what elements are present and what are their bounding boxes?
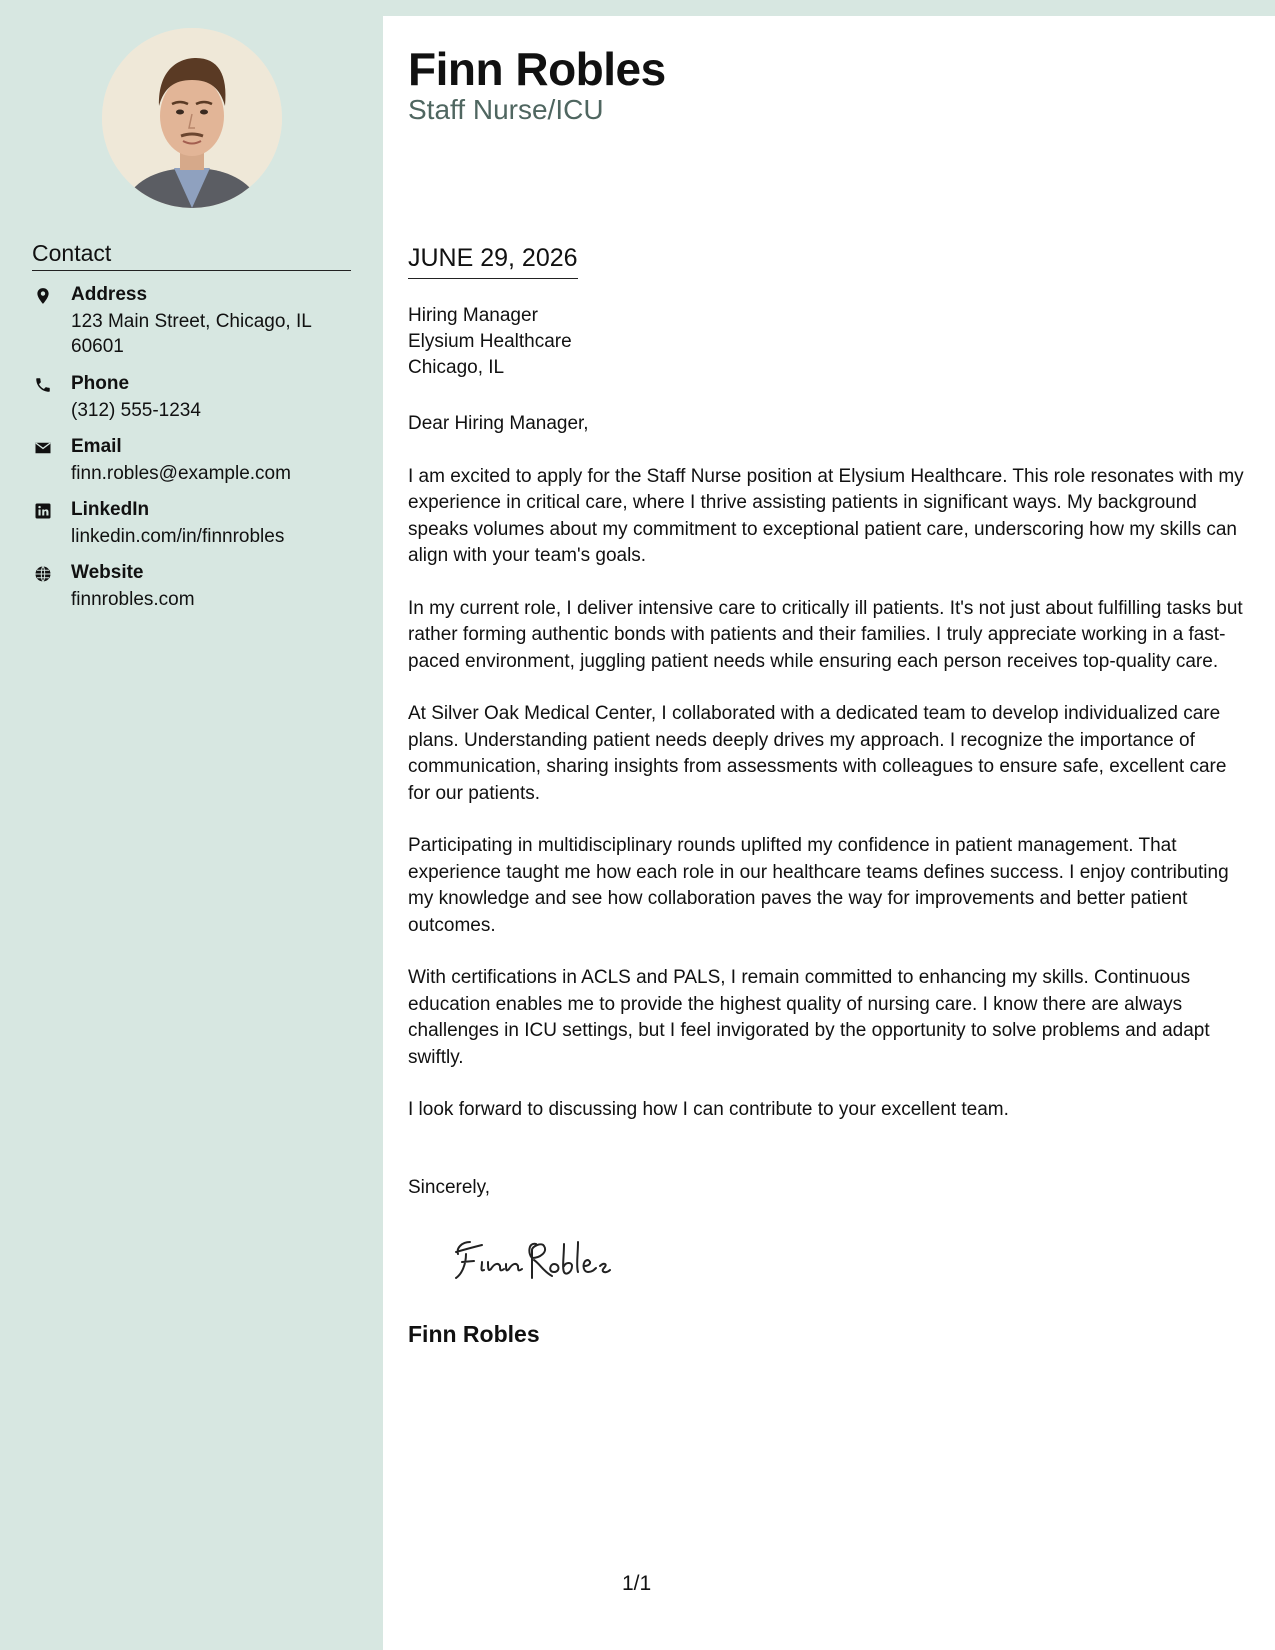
contact-value[interactable]: (312) 555-1234 bbox=[71, 400, 201, 421]
letter-paragraph: I look forward to discussing how I can contribute to your excellent team. bbox=[408, 1099, 1009, 1120]
recipient-line: Hiring Manager bbox=[408, 305, 538, 326]
letter-paragraph: With certifications in ACLS and PALS, I remain committed to enhancing my skills. Continuous education enables me to provide the highest quality of nursing care. I know there are always challenges in ICU settings, but I feel invigorated by the opportunity to solve problems and adapt swiftly. bbox=[408, 967, 1210, 1068]
contact-value[interactable]: finnrobles.com bbox=[71, 589, 195, 610]
contact-heading: Contact bbox=[32, 240, 351, 271]
contact-value[interactable]: finn.robles@example.com bbox=[71, 463, 291, 484]
letter-paragraph: In my current role, I deliver intensive care to critically ill patients. It's not just about fulfilling tasks but rather forming authentic bonds with patients and their families. I truly appreciate working in a fast-paced environment, juggling patient needs while ensuring each person receives top-quality care. bbox=[408, 597, 1243, 672]
closing: Sincerely, bbox=[408, 1177, 491, 1198]
job-title: Staff Nurse/ICU bbox=[408, 94, 604, 125]
contact-value[interactable]: linkedin.com/in/finnrobles bbox=[71, 526, 285, 547]
linkedin-icon bbox=[34, 502, 52, 520]
recipient-line: Elysium Healthcare bbox=[408, 331, 572, 352]
contact-value: 123 Main Street, Chicago, IL 60601 bbox=[71, 311, 312, 357]
letter-date: JUNE 29, 2026 bbox=[408, 244, 578, 279]
avatar bbox=[102, 28, 282, 208]
letter-paragraph: Participating in multidisciplinary rounds uplifted my confidence in patient management. That experience taught me how each role in our healthcare teams defines success. I enjoy contributing my knowledge and see how collaboration paves the way for improvements and better patient outcomes. bbox=[408, 835, 1229, 936]
recipient-block bbox=[408, 303, 572, 381]
page-number: 1/1 bbox=[622, 1572, 652, 1595]
contact-label: LinkedIn bbox=[71, 499, 150, 520]
globe-icon bbox=[34, 565, 52, 583]
recipient-line: Chicago, IL bbox=[408, 357, 505, 378]
applicant-name: Finn Robles bbox=[408, 43, 666, 95]
envelope-icon bbox=[34, 439, 52, 457]
letter-paragraph: At Silver Oak Medical Center, I collaborated with a dedicated team to develop individualized care plans. Understanding patient needs deeply drives my approach. I recognize the importance of communication, sharing insights from assessments with colleagues to ensure safe, excellent care for our patients. bbox=[408, 703, 1227, 804]
phone-icon bbox=[34, 376, 52, 394]
salutation: Dear Hiring Manager, bbox=[408, 413, 589, 434]
letter-text bbox=[408, 411, 1248, 1150]
map-pin-icon bbox=[34, 287, 52, 305]
signed-name: Finn Robles bbox=[408, 1321, 540, 1347]
contact-label: Address bbox=[71, 284, 148, 305]
contact-label: Website bbox=[71, 562, 144, 583]
signature-image bbox=[448, 1232, 648, 1287]
letter-paragraph: I am excited to apply for the Staff Nurse position at Elysium Healthcare. This role resonates with my experience in critical care, where I thrive assisting patients in significant ways. My background speaks volumes about my commitment to exceptional patient care, underscoring how my skills can align with your team's goals. bbox=[408, 465, 1244, 566]
contact-label: Phone bbox=[71, 373, 130, 394]
contact-label: Email bbox=[71, 436, 122, 457]
